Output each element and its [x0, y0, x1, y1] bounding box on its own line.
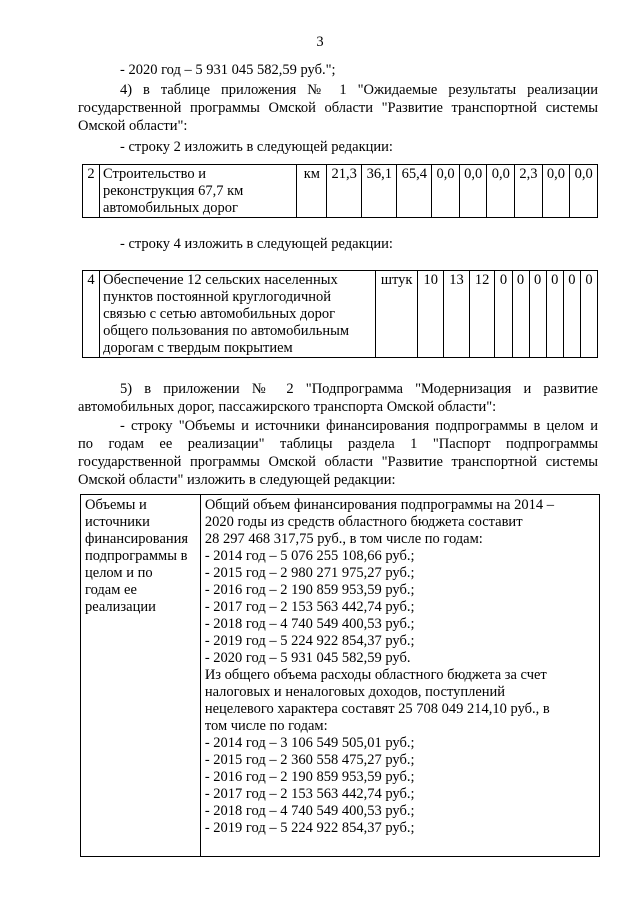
passport-content-line: - 2019 год – 5 224 922 854,37 руб.; [204, 820, 415, 836]
row-name-line: реконструкция 67,7 км [102, 183, 244, 199]
passport-table [80, 494, 600, 857]
row-name-line: Строительство и [102, 166, 207, 182]
value-cell: 0,0 [459, 165, 487, 218]
row-name-line: пунктов постоянной круглогодичной [103, 289, 332, 305]
passport-content-line: - 2014 год – 5 076 255 108,66 руб.; [204, 548, 415, 564]
passport-content-line: - 2014 год – 3 106 549 505,01 руб.; [204, 735, 415, 751]
passport-content-line: - 2016 год – 2 190 859 953,59 руб.; [204, 769, 415, 785]
value-cell: 0 [546, 271, 563, 358]
passport-label-line: источники [85, 514, 150, 530]
row-unit: км [297, 165, 327, 218]
value-cell: 0,0 [487, 165, 515, 218]
table-row [81, 495, 600, 857]
passport-content-line: - 2016 год – 2 190 859 953,59 руб.; [204, 582, 415, 598]
passport-content-line: 28 297 468 317,75 руб., в том числе по годам: [204, 531, 483, 547]
row-name-line: связью с сетью автомобильных дорог [103, 306, 336, 322]
row-name [99, 165, 297, 218]
value-cell: 12 [469, 271, 495, 358]
row4-instruction: - строку 4 изложить в следующей редакции: [120, 236, 393, 252]
item4-line3: Омской области": [78, 118, 188, 134]
passport-label-line: Объемы и [85, 497, 147, 513]
passport-content-line: - 2015 год – 2 980 271 975,27 руб.; [204, 565, 415, 581]
passport-label-line: годам ее [85, 582, 137, 598]
value-cell: 65,4 [397, 165, 432, 218]
value-cell: 0,0 [542, 165, 570, 218]
table-row [83, 271, 598, 358]
table-row [83, 165, 598, 218]
row-unit: штук [375, 271, 418, 358]
passport-content-line: нецелевого характера составят 25 708 049 214,10 руб., в [204, 701, 550, 717]
passport-content-line: - 2017 год – 2 153 563 442,74 руб.; [204, 786, 415, 802]
passport-content-line: - 2017 год – 2 153 563 442,74 руб.; [204, 599, 415, 615]
passport-label-cell [81, 495, 201, 857]
row-name-line: общего пользования по автомобильным [103, 323, 350, 339]
passport-content-cell [200, 495, 599, 857]
item5-line6: Омской области" изложить в следующей редакции: [78, 472, 396, 488]
row-name [100, 271, 376, 358]
passport-content-line: том числе по годам: [204, 718, 328, 734]
passport-content-line: - 2018 год – 4 740 549 400,53 руб.; [204, 616, 415, 632]
item5-line3: - строку "Объемы и источники финансирования подпрограммы в целом и [120, 418, 598, 434]
row-number: 2 [83, 165, 100, 218]
value-cell: 0,0 [570, 165, 598, 218]
value-cell: 13 [444, 271, 470, 358]
passport-content-line: 2020 годы из средств областного бюджета составит [204, 514, 523, 530]
passport-content-line: - 2015 год – 2 360 558 475,27 руб.; [204, 752, 415, 768]
passport-content-line: - 2018 год – 4 740 549 400,53 руб.; [204, 803, 415, 819]
row-number: 4 [83, 271, 100, 358]
row-name-line: Обеспечение 12 сельских населенных [103, 272, 338, 288]
passport-label-line: финансирования [85, 531, 189, 547]
value-cell: 0 [529, 271, 546, 358]
item4-line2: государственной программы Омской области "Развитие транспортной системы [78, 100, 598, 116]
passport-content-line: - 2020 год – 5 931 045 582,59 руб. [204, 650, 411, 666]
item4-line1: 4) в таблице приложения № 1 "Ожидаемые результаты реализации [120, 82, 598, 98]
passport-content-line: - 2019 год – 5 224 922 854,37 руб.; [204, 633, 415, 649]
item5-line1: 5) в приложении № 2 "Подпрограмма "Модернизация и развитие [120, 381, 598, 397]
item5-line2: автомобильных дорог, пассажирского транспорта Омской области": [78, 399, 497, 415]
value-cell: 2,3 [515, 165, 543, 218]
intro-2020-line: - 2020 год – 5 931 045 582,59 руб."; [120, 62, 336, 78]
value-cell: 0 [580, 271, 597, 358]
passport-label-line: реализации [85, 599, 156, 615]
value-cell: 0,0 [432, 165, 460, 218]
item5-line4: по годам ее реализации" таблицы раздела 1 "Паспорт подпрограммы [78, 436, 598, 452]
value-cell: 36,1 [362, 165, 397, 218]
passport-label-line: подпрограммы в [85, 548, 188, 564]
item5-line5: государственной программы Омской области "Развитие транспортной системы [78, 454, 598, 470]
value-cell: 0 [563, 271, 580, 358]
passport-content-line: налоговых и неналоговых доходов, поступлений [204, 684, 506, 700]
row-name-line: дорогам с твердым покрытием [103, 340, 293, 356]
row4-table [82, 270, 598, 358]
passport-content-line: Общий объем финансирования подпрограммы на 2014 – [204, 497, 554, 513]
row-name-line: автомобильных дорог [102, 200, 238, 216]
value-cell: 10 [418, 271, 444, 358]
value-cell: 0 [495, 271, 512, 358]
passport-label-line: целом и по [85, 565, 153, 581]
page-number: 3 [316, 34, 324, 50]
row2-table [82, 164, 598, 218]
passport-content-line: Из общего объема расходы областного бюджета за счет [204, 667, 547, 683]
row2-instruction: - строку 2 изложить в следующей редакции: [120, 139, 393, 155]
value-cell: 0 [512, 271, 529, 358]
value-cell: 21,3 [327, 165, 362, 218]
